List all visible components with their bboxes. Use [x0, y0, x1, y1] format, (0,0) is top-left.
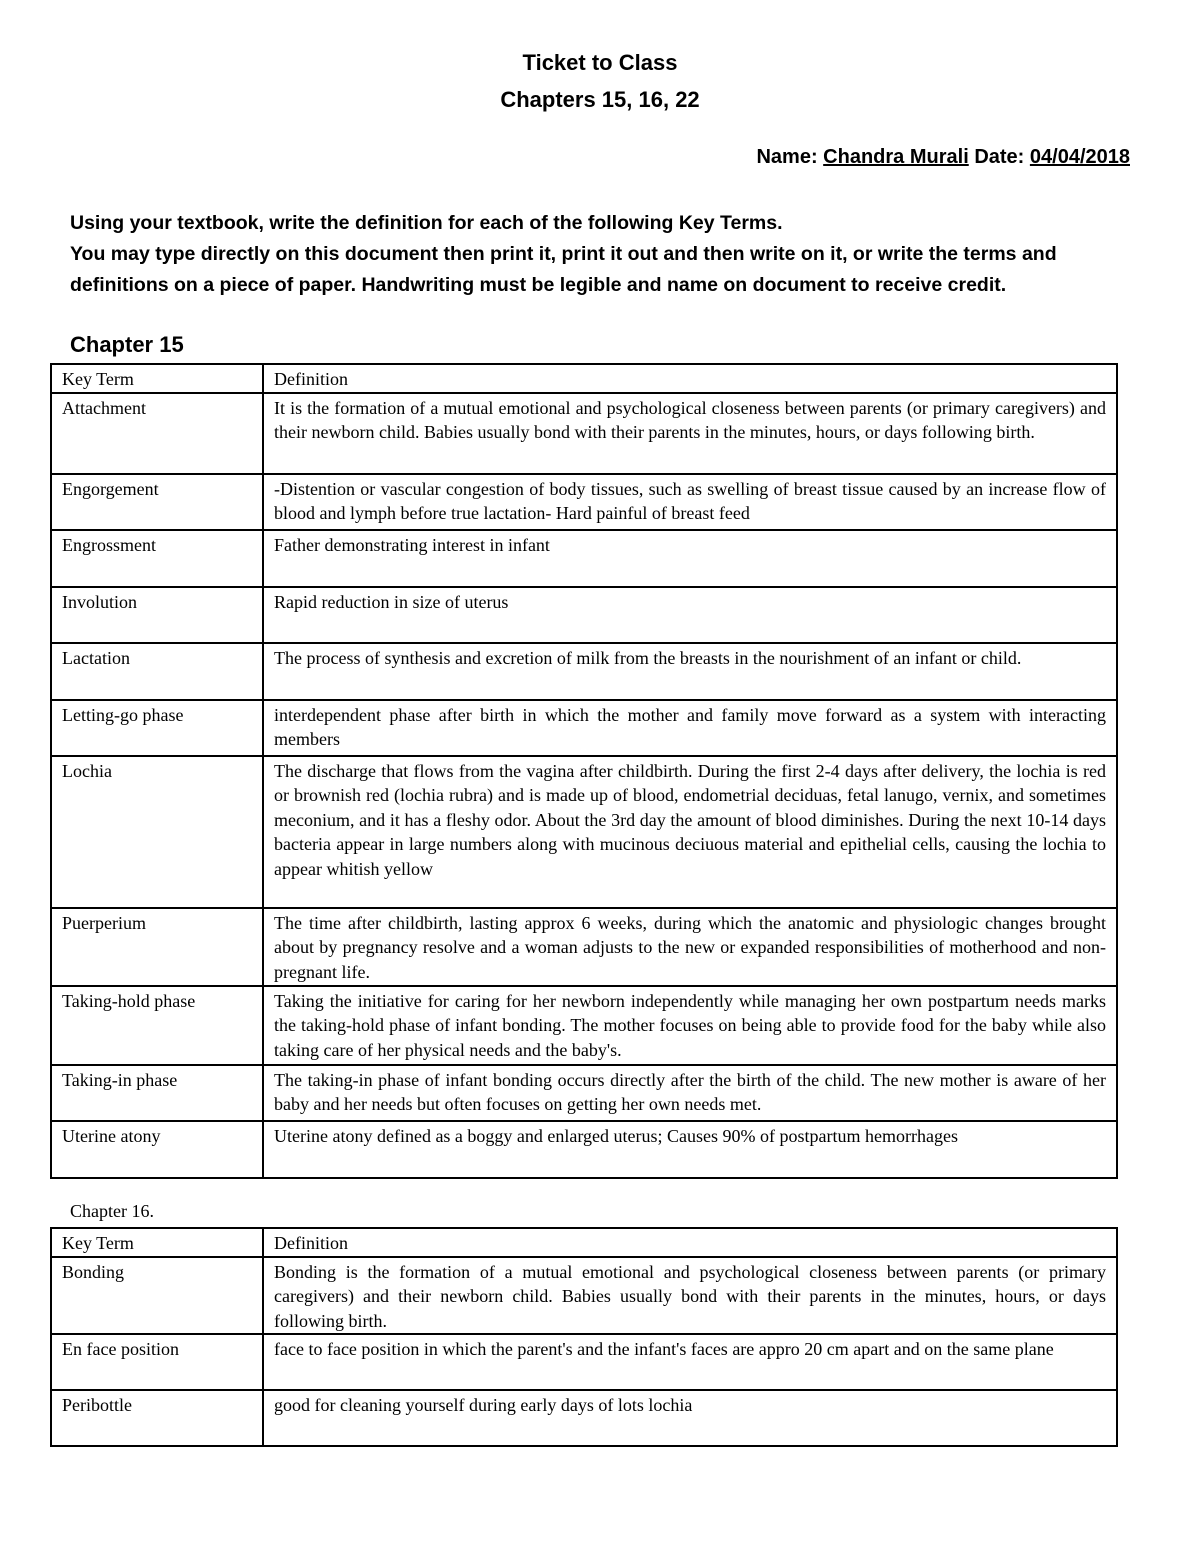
instructions-line-1: Using your textbook, write the definition for each of the following Key Terms.: [70, 212, 783, 234]
table-row: [51, 393, 1117, 474]
table-row: [51, 908, 1117, 986]
key-term-cell: Puerperium: [51, 908, 263, 986]
table-row: [51, 986, 1117, 1065]
chapter-16-heading: Chapter 16.: [70, 1201, 154, 1221]
key-term-cell: Involution: [51, 587, 263, 643]
instructions-line-2: You may type directly on this document then print it, print it out and then write on it, or write the terms and definitions on a piece of paper. Handwriting must be legible and name on document to receive credit.: [70, 243, 1057, 296]
table-row: [51, 1121, 1117, 1178]
chapter-15-heading: Chapter 15: [70, 332, 184, 357]
key-term-cell: Uterine atony: [51, 1121, 263, 1178]
definition-cell: The process of synthesis and excretion of milk from the breasts in the nourishment of an infant or child.: [263, 643, 1117, 700]
table-row: [51, 587, 1117, 643]
key-term-cell: Engrossment: [51, 530, 263, 587]
chapter-15-table: [50, 363, 1118, 1179]
definition-cell: The discharge that flows from the vagina after childbirth. During the first 2-4 days after delivery, the lochia is red or brownish red (lochia rubra) and is made up of blood, endometrial deciduas, fetal lanugo, vernix, and sometimes meconium, and it has a fleshy odor. About the 3rd day the amount of blood diminishes. During the next 10-14 days bacteria appear in large numbers along with mucinous deciuous material and epithelial cells, causing the lochia to appear whitish yellow: [263, 756, 1117, 908]
date-value: 04/04/2018: [1029, 146, 1130, 168]
header-definition: Definition: [263, 364, 1117, 393]
key-term-cell: Peribottle: [51, 1390, 263, 1446]
table-row: [51, 474, 1117, 530]
key-term-cell: Lactation: [51, 643, 263, 700]
table-row: [51, 1065, 1117, 1121]
definition-cell: The taking-in phase of infant bonding occurs directly after the birth of the child. The new mother is aware of her baby and her needs but often focuses on getting her own needs met.: [263, 1065, 1117, 1121]
name-value: Chandra Murali: [823, 146, 969, 168]
definition-cell: It is the formation of a mutual emotional and psychological closeness between parents (or primary caregivers) and their newborn child. Babies usually bond with their parents in the minutes, hours, or days following birth.: [263, 393, 1117, 474]
key-term-cell: Taking-hold phase: [51, 986, 263, 1065]
definition-cell: interdependent phase after birth in which the mother and family move forward as a system with interacting members: [263, 700, 1117, 756]
document-subtitle: Chapters 15, 16, 22: [500, 87, 700, 112]
key-term-cell: Taking-in phase: [51, 1065, 263, 1121]
definition-cell: face to face position in which the parent's and the infant's faces are appro 20 cm apart and on the same plane: [263, 1334, 1117, 1390]
instructions: [70, 208, 1130, 301]
definition-cell: The time after childbirth, lasting approx 6 weeks, during which the anatomic and physiologic changes brought about by pregnancy resolve and a woman adjusts to the new or expanded responsibilities of motherhood and non-pregnant life.: [263, 908, 1117, 986]
table-header-row: [51, 1228, 1117, 1257]
document-title: Ticket to Class: [522, 50, 678, 75]
table-row: [51, 1390, 1117, 1446]
definition-cell: Bonding is the formation of a mutual emotional and psychological closeness between parents (or primary caregivers) and their newborn child. Babies usually bond with their parents in the minutes, hours, or days following birth.: [263, 1257, 1117, 1335]
key-term-cell: Bonding: [51, 1257, 263, 1335]
key-term-cell: Attachment: [51, 393, 263, 474]
header-definition: Definition: [263, 1228, 1117, 1257]
key-term-cell: Lochia: [51, 756, 263, 908]
table-row: [51, 643, 1117, 700]
table-row: [51, 1257, 1117, 1335]
key-term-cell: En face position: [51, 1334, 263, 1390]
definition-cell: -Distention or vascular congestion of body tissues, such as swelling of breast tissue caused by an increase flow of blood and lymph before true lactation- Hard painful of breast feed: [263, 474, 1117, 530]
header-key-term: Key Term: [51, 1228, 263, 1257]
table-header-row: [51, 364, 1117, 393]
key-term-cell: Engorgement: [51, 474, 263, 530]
name-date-line: [756, 146, 1130, 169]
definition-cell: Uterine atony defined as a boggy and enlarged uterus; Causes 90% of postpartum hemorrhages: [263, 1121, 1117, 1178]
definition-cell: Father demonstrating interest in infant: [263, 530, 1117, 587]
header-key-term: Key Term: [51, 364, 263, 393]
definition-cell: good for cleaning yourself during early days of lots lochia: [263, 1390, 1117, 1446]
key-term-cell: Letting-go phase: [51, 700, 263, 756]
table-row: [51, 756, 1117, 908]
date-label: Date:: [974, 146, 1025, 168]
name-label: Name:: [756, 146, 818, 168]
chapter-16-table: [50, 1227, 1118, 1447]
definition-cell: Rapid reduction in size of uterus: [263, 587, 1117, 643]
definition-cell: Taking the initiative for caring for her newborn independently while managing her own postpartum needs marks the taking-hold phase of infant bonding. The mother focuses on being able to provide food for the baby while also taking care of her physical needs and the baby's.: [263, 986, 1117, 1065]
table-row: [51, 530, 1117, 587]
table-row: [51, 1334, 1117, 1390]
table-row: [51, 700, 1117, 756]
